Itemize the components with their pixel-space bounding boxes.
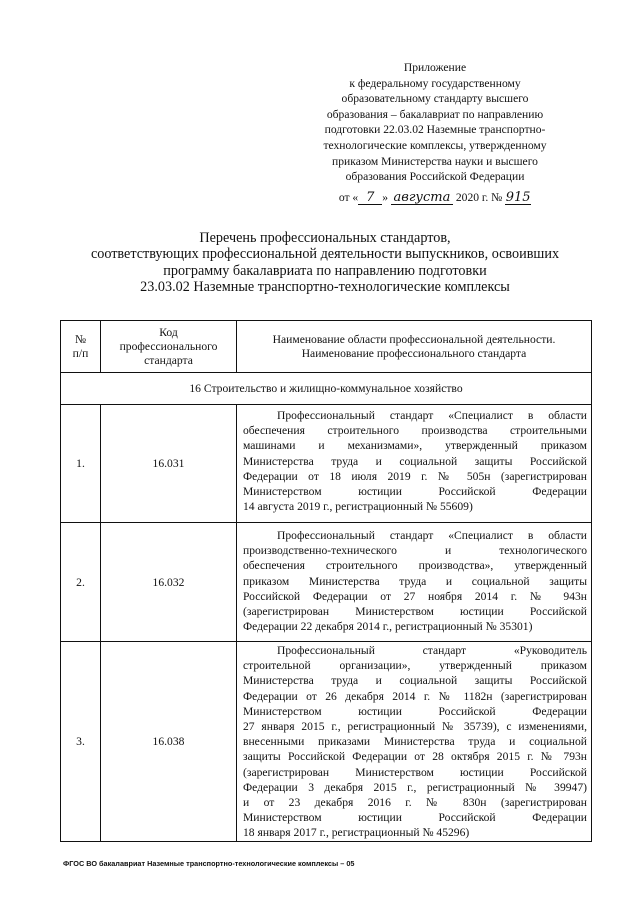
handwritten-order-number: 915 (505, 189, 531, 205)
section-row (61, 373, 592, 405)
date-year: 2020 г. № (455, 190, 503, 204)
title-line: соответствующих профессиональной деятельности выпускников, освоивших (90, 246, 560, 263)
row-number: 2. (61, 523, 101, 642)
appendix-line: приказом Министерства науки и высшего (332, 154, 538, 168)
title-line: 23.03.02 Наземные транспортно-технологические комплексы (140, 278, 510, 295)
appendix-line: образования – бакалавриат по направлению (326, 107, 544, 121)
appendix-line: технологические комплексы, утвержденному (323, 138, 547, 152)
handwritten-month: августа (391, 191, 453, 205)
section-title: 16 Строительство и жилищно-коммунальное хозяйство (61, 373, 592, 405)
page-footer: ФГОС ВО бакалавриат Наземные транспортно-технологические комплексы – 05 (63, 859, 355, 868)
header-num: № п/п (61, 321, 101, 373)
row-number: 1. (61, 405, 101, 523)
table-row (61, 405, 592, 523)
appendix-line: Приложение (403, 61, 467, 74)
order-date-line (300, 190, 570, 206)
document-title (60, 230, 590, 295)
appendix-line: образования Российской Федерации (345, 170, 525, 184)
table-row (61, 642, 592, 842)
row-description: Профессиональный стандарт «Руководитель строительной организации», утвержденный приказом Министерства труда и социальной защиты Российской Федерации от 26 декабря 2014 г. № 1182н (зарегистрирован Министерством юстиции Российской Федерации 27 января 2015 г., регистрационный № 35739), с изменениями, внесенными приказами Министерства труда и социальной защиты Российской Федерации от 28 октября 2015 г. № 793н (зарегистрирован Министерством юстиции Российской Федерации 3 декабря 2015 г., регистрационный № 39947) и от 23 декабря 2016 г. № 830н (зарегистрирован Министерством юстиции Российской Федерации 18 января 2017 г., регистрационный № 45296) (237, 642, 592, 842)
row-code: 16.032 (101, 523, 237, 642)
appendix-line: подготовки 22.03.02 Наземные транспортно- (324, 123, 546, 137)
table-row (61, 523, 592, 642)
appendix-line: образовательному стандарту высшего (341, 92, 529, 106)
table-header-row (61, 321, 592, 373)
row-code: 16.031 (101, 405, 237, 523)
title-line: программу бакалавриата по направлению подготовки (163, 262, 487, 279)
date-mid: » (382, 190, 389, 204)
row-code: 16.038 (101, 642, 237, 842)
header-name: Наименование области профессиональной деятельности. Наименование профессионального стандарта (237, 321, 592, 373)
handwritten-day: 7 (358, 191, 382, 205)
header-code: Код профессионального стандарта (101, 321, 237, 373)
row-description: Профессиональный стандарт «Специалист в области производственно-технического и технологического обеспечения строительного производства», утвержденный приказом Министерства труда и социальной защиты Российской Федерации от 27 ноября 2014 г. № 943н (зарегистрирован Министерством юстиции Российской Федерации 22 декабря 2014 г., регистрационный № 35301) (237, 523, 592, 642)
appendix-line: к федеральному государственному (349, 76, 521, 90)
title-line: Перечень профессиональных стандартов, (199, 230, 451, 246)
row-number: 3. (61, 642, 101, 842)
appendix-block (300, 60, 570, 205)
row-description: Профессиональный стандарт «Специалист в области обеспечения строительного производства строительными машинами и механизмами», утвержденный приказом Министерства труда и социальной защиты Российской Федерации от 18 июля 2019 г. № 505н (зарегистрирован Министерством юстиции Российской Федерации 14 августа 2019 г., регистрационный № 55609) (237, 405, 592, 523)
date-prefix: от « (338, 190, 359, 204)
standards-table (60, 320, 592, 842)
